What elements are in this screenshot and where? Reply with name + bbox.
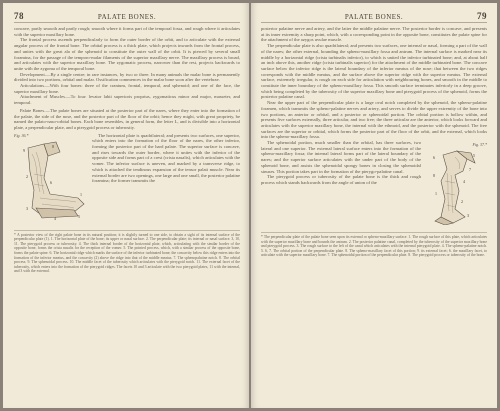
svg-text:8: 8 [433, 173, 435, 179]
svg-text:5: 5 [78, 213, 80, 219]
left-paragraph-4: Articulations.—With four bones: three of the cranium, frontal, temporal, and sphenoid; and one of the face, the superior maxillary bone. [14, 83, 240, 94]
figure-36-label: Fig. 36.* [14, 132, 29, 138]
right-paragraph-1: posterior palatine nerve and artery, and the latter the middle palatine nerve. The posterior border is concave, and presents at its inner extremity a sharp point, which, with a corresponding point in the opposite bone, constitutes the palate spine for the attachment of the azygos uvulae muscle. [261, 26, 487, 43]
left-page [3, 3, 249, 408]
svg-text:3: 3 [467, 213, 469, 219]
palate-bone-illustration-posterior [14, 138, 92, 222]
figure-36-text [92, 133, 240, 184]
svg-text:1: 1 [80, 191, 82, 197]
svg-text:3: 3 [26, 205, 28, 211]
section-palate-bones: Palate Bones.—The palate bones are situated at the posterior part of the nares, where they enter into the formation of the palate, the side of the nose, and the posterior part of the floor of the orbit; hence they might, with great propriety, be named the palato-naso-orbital bones. Each bone resembles, in general form, the letter L, and is divisible into a horizontal plate, a perpendicular plate, and a pterygoid process or tuberosity. [14, 107, 240, 130]
svg-text:8: 8 [52, 143, 54, 149]
left-page-number: 78 [14, 11, 24, 21]
right-paragraph-3: Near the upper part of the perpendicular plate is a large oval notch completed by the sphenoid, the spheno-palatine foramen, which transmits the spheno-palatine nerves and artery, and serves to divide the upper extremity of the bone into two portions, an anterior or orbital, and a posterior or sphenoidal portion. The orbital portion is hollow within, and presents five surfaces externally, three articular, and two free; the three articular are the anterior, which looks forward and articulates with the superior maxillary bone, the internal with the ethmoid, and the posterior with the sphenoid. The free surfaces are the superior or orbital, which forms the posterior part of the floor of the orbit, and the external, which looks into the spheno-maxillary fossa. [261, 100, 487, 140]
left-page-title: PALATE BONES. [97, 13, 157, 21]
svg-text:1: 1 [435, 191, 437, 197]
right-page-number: 79 [477, 11, 487, 21]
figure-37 [425, 142, 487, 230]
right-page [251, 3, 497, 408]
sphenoidal-portion-paragraph: The sphenoidal portion, much smaller than the orbital, has three surfaces, two lateral and one superior. The external lateral surface enters into the formation of the spheno-maxillary fossa; the internal lateral forms part of the lateral boundary of the nares; and the superior surface articulates with the under part of the body of the sphenoid bone, and assists the sphenoidal spongy bones in closing the sphenoidal sinuses. This portion takes part in the formation of the pterygo-palatine canal. [261, 140, 421, 174]
svg-text:5: 5 [473, 153, 475, 159]
figure-36-block [14, 133, 240, 227]
left-paragraph-3: Development.—By a single centre; in rare instances, by two or three. In many animals the malar bone is permanently divided into two portions, orbital and malar. Ossification commences in the malar bone soon after the vertebrae. [14, 71, 240, 83]
right-page-title: PALATE BONES. [344, 13, 404, 21]
figure-37-label: Fig. 37.* [472, 142, 487, 148]
left-paragraph-2: The frontal process ascends perpendicularly to form the outer border of the orbit, and to articulate with the external angular process of the frontal bone. The orbital process is a thick plate, which projects inwards from the frontal process, and unites with the great ala of the sphenoid to constitute the outer wall of the orbit. It is pierced by several small foramina, for the passage of the temporo-malar filaments of the superior maxillary nerve. The maxillary process is broad, and articulates with the superior maxillary bone. The zygomatic process, narrower than the rest, projects backwards to unite with the zygoma of the temporal bone. [14, 37, 240, 71]
svg-text:4: 4 [463, 179, 465, 185]
svg-text:7: 7 [469, 167, 471, 173]
svg-text:9: 9 [23, 147, 25, 153]
left-paragraph-1: concave, partly smooth and partly rough; smooth where it forms part of the temporal fossa, and rough where it articulates with the superior maxillary bone. [14, 26, 240, 37]
svg-text:2: 2 [461, 199, 463, 205]
svg-text:4: 4 [54, 215, 56, 221]
left-paragraph-5: Attachment of Muscles.—To four: levator labii superioris proprius, zygomaticus minor and major, masseter, and temporal. [14, 94, 240, 106]
right-footnote: * The perpendicular plate of the palate bone seen upon its external or spheno-maxillary surface. 1. The rough surface of this plate, which articulates with the superior maxillary bone and bounds the antrum. 2. The posterior palatine canal, completed by the tuberosity of the superior maxillary bone and pterygoid process. 3. The rough surface to the left of the canal which articulates with the internal pterygoid plate. 4. The spheno-palatine notch. 5. 6, 7. The orbital portion of the perpendicular plate. 8. The spheno-maxillary facet of this portion; 9. its external facet; 6. the maxillary facet, to articulate with the superior maxillary bone. 7. The sphenoidal portion of the perpendicular plate. 8. The pterygoid process or tuberosity of the bone. [261, 232, 487, 258]
svg-text:6: 6 [433, 155, 435, 161]
figure-36 [14, 133, 92, 227]
svg-text:2: 2 [26, 173, 28, 179]
right-running-head [261, 11, 487, 23]
pterygoid-process-paragraph: The pterygoid process or tuberosity of the palate bone is the thick and rough process which stands backwards from the angle of union of the [261, 174, 421, 185]
svg-text:6: 6 [50, 179, 52, 185]
left-running-head [14, 11, 240, 23]
left-footnote: * A posterior view of the right palate bone in its natural position; it is slightly turned to one side, to obtain a sight of its internal surface of the perpendicular plate (1). 1. The horizontal plate of the bone; its upper or nasal surface. 2. The perpendicular plate; its internal or nasal surface. 3, 10, 11. The pterygoid process or tuberosity. 4. The thick internal border of the horizontal plate, which, articulating with the similar border of the opposite bone, forms the crista nasalis for the reception of the vomer. 5. The pointed process, which, with a similar process of the opposite bone, forms the palate spine. 6. The horizontal ridge which marks the surface of the inferior turbinated bone; the concavity below this ridge enters into the formation of the inferior meatus, and the concavity (2) above the ridge into that of the middle meatus. 7. The sphenopalatine notch. 8. The orbital process. 9. The sphenoidal process. 10. The middle facet of the tuberosity which articulates with the pterygoid notch. 11. The external facet of the tuberosity, which enters into the formation of the pterygoid ridges. The facets 10 and 3 articulate with the two pterygoid plates, 11 with the internal, and 3 with the external. [14, 230, 240, 274]
right-paragraph-2: The perpendicular plate is also quadrilateral; and presents two surfaces, one internal or nasal, forming a part of the wall of the nares; the other external, bounding the spheno-maxillary fossa and antrum. The internal surface is marked near its middle by a horizontal ridge (crista turbinalis inferior), to which is united the inferior turbinated bone; and, at about half an inch above this, another ridge (crista turbinalis superior) for the attachment of the middle turbinated bone. The concave surface below the inferior ridge is the lateral boundary of the inferior meatus of the nose; that between the two ridges corresponds with the middle meatus, and the surface above the superior ridge with the superior meatus. The external surface, extremely irregular, is rough on each side for articulation with neighbouring bones, and smooth in the middle to constitute the inner boundary of the spheno-maxillary fossa. This smooth surface terminates inferiorly in a deep groove, which being completed by the tuberosity of the superior maxillary bone and pterygoid process of the sphenoid, forms the posterior palatine canal. [261, 43, 487, 100]
palate-bone-illustration-external [425, 147, 487, 225]
horizontal-plate-paragraph: The horizontal plate is quadrilateral; and presents two surfaces, one superior, which enters into the formation of the floor of the nares, the other inferior, forming the posterior part of the hard palate. The superior surface is concave, and rises towards the outer border, where it unites with the inferior of the opposite side and forms part of a crest (crista nasalis), which articulates with the vomer. The inferior surface is uneven, and marked by a transverse ridge, to which is attached the tendinous expansion of the tensor palati muscle. Near its external border are two openings, one large and one small, the posterior palatine foramina; the former transmits the [92, 132, 240, 184]
book-spread [3, 3, 497, 408]
